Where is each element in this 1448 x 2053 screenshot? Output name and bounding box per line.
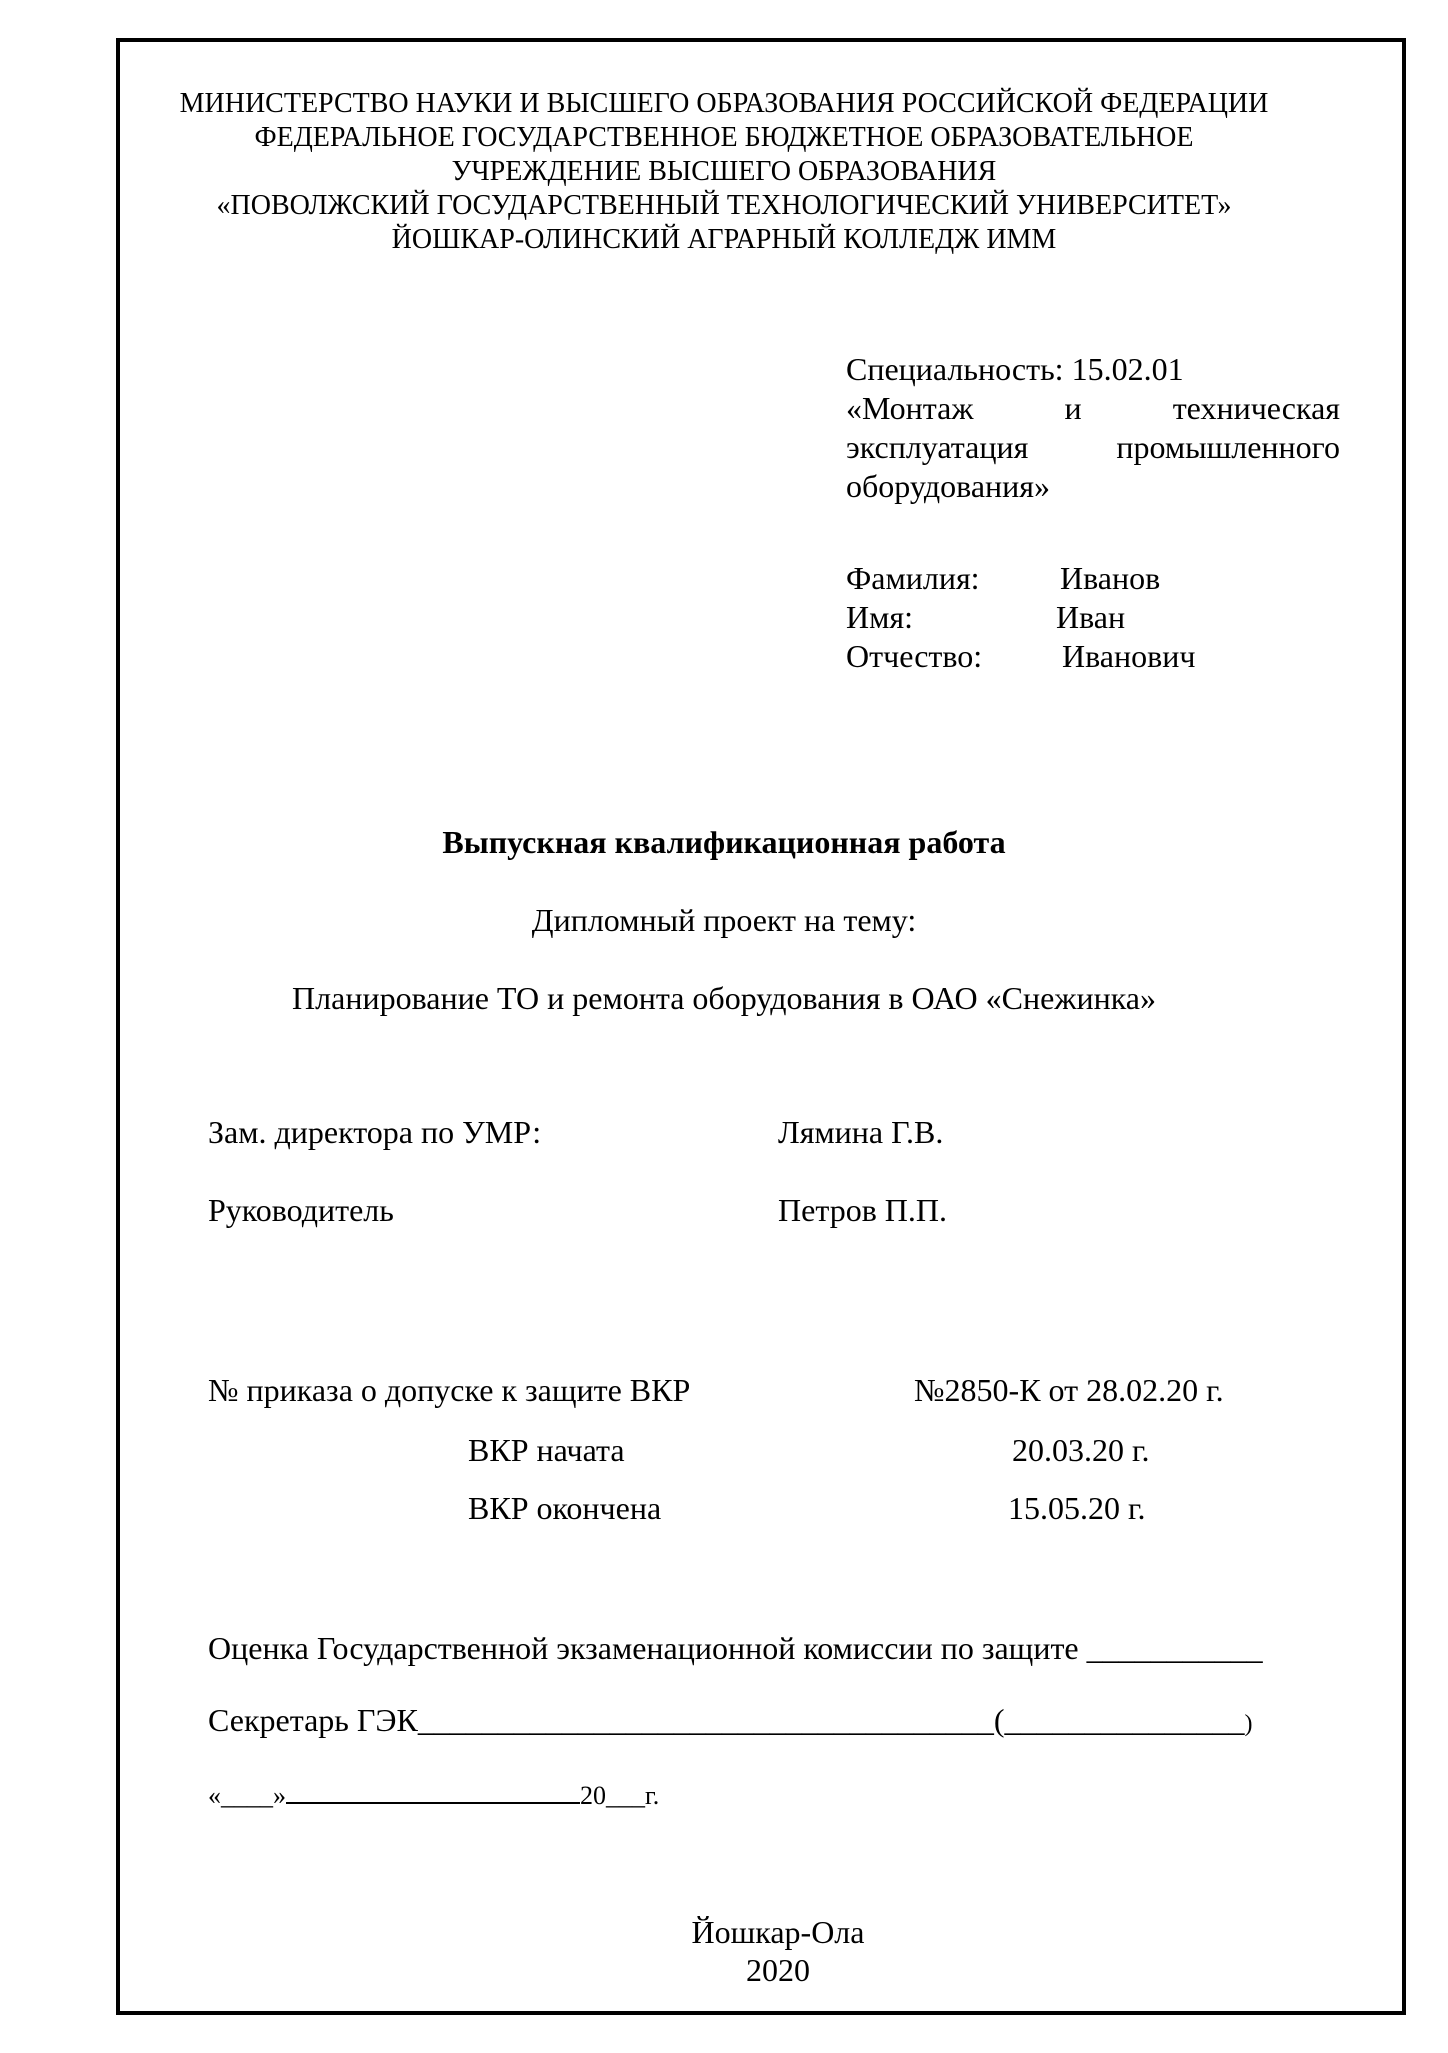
- header-line-ministry: МИНИСТЕРСТВО НАУКИ И ВЫСШЕГО ОБРАЗОВАНИЯ РОССИЙСКОЙ ФЕДЕРАЦИИ: [179, 88, 1269, 119]
- secretary-signature-blank[interactable]: ____________________________________: [417, 1702, 994, 1738]
- specialty-word: и: [1064, 390, 1082, 426]
- header-line-college: ЙОШКАР-ОЛИНСКИЙ АГРАРНЫЙ КОЛЛЕДЖ ИММ: [391, 224, 1057, 255]
- deputy-label: Зам. директора по УМР:: [208, 1114, 542, 1150]
- date-year-suffix: г.: [645, 1781, 660, 1810]
- secretary-name-blank[interactable]: _______________: [1004, 1702, 1245, 1738]
- specialty-word: техническая: [1172, 390, 1340, 426]
- work-title: Выпускная квалификационная работа: [442, 824, 1006, 860]
- grade-blank[interactable]: ___________: [1086, 1630, 1263, 1666]
- date-row: [208, 1780, 659, 1809]
- footer-year: 2020: [746, 1952, 810, 1988]
- specialty-word: эксплуатация: [846, 429, 1029, 465]
- specialty-line-4: оборудования»: [846, 468, 1050, 504]
- specialty-line-2: [846, 389, 1340, 428]
- order-value: №2850-К от 28.02.20 г.: [914, 1372, 1224, 1408]
- supervisor-name: Петров П.П.: [778, 1192, 948, 1228]
- patronymic-label: Отчество:: [846, 638, 983, 674]
- surname-value: Иванов: [1060, 560, 1161, 596]
- secretary-row: [208, 1704, 1252, 1736]
- specialty-line-3: [846, 428, 1340, 467]
- date-day-blank[interactable]: ____: [221, 1781, 273, 1810]
- specialty-block: [846, 350, 1340, 506]
- finished-value: 15.05.20 г.: [1008, 1490, 1146, 1526]
- specialty-code: Специальность: 15.02.01: [846, 351, 1184, 387]
- name-label: Имя:: [846, 599, 913, 635]
- date-quote-close: »: [273, 1781, 286, 1810]
- order-label: № приказа о допуске к защите ВКР: [208, 1372, 691, 1408]
- work-topic: Планирование ТО и ремонта оборудования в ОАО «Снежинка»: [292, 980, 1156, 1016]
- header-line-institution: УЧРЕЖДЕНИЕ ВЫСШЕГО ОБРАЗОВАНИЯ: [451, 156, 997, 187]
- specialty-word: промышленного: [1116, 429, 1340, 465]
- work-subtitle: Дипломный проект на тему:: [531, 902, 917, 938]
- grade-row: [208, 1632, 1263, 1664]
- date-year-blank[interactable]: ___: [606, 1781, 645, 1810]
- specialty-word: «Монтаж: [846, 390, 974, 426]
- started-value: 20.03.20 г.: [1012, 1432, 1150, 1468]
- supervisor-label: Руководитель: [208, 1192, 394, 1228]
- date-month-blank[interactable]: [286, 1780, 580, 1804]
- grade-label: Оценка Государственной экзаменационной комиссии по защите: [208, 1630, 1079, 1666]
- footer-city: Йошкар-Ола: [691, 1914, 865, 1950]
- patronymic-value: Иванович: [1062, 638, 1196, 674]
- header-line-university: «ПОВОЛЖСКИЙ ГОСУДАРСТВЕННЫЙ ТЕХНОЛОГИЧЕСКИЙ УНИВЕРСИТЕТ»: [216, 190, 1232, 221]
- name-value: Иван: [1056, 599, 1126, 635]
- secretary-paren-open: (: [993, 1702, 1005, 1738]
- date-year-prefix: 20: [580, 1781, 606, 1810]
- started-label: ВКР начата: [468, 1432, 625, 1468]
- deputy-name: Лямина Г.В.: [778, 1114, 944, 1150]
- surname-label: Фамилия:: [846, 560, 980, 596]
- finished-label: ВКР окончена: [468, 1490, 662, 1526]
- secretary-paren-close: ): [1244, 1711, 1253, 1737]
- date-quote-open: «: [208, 1781, 221, 1810]
- header-line-federal: ФЕДЕРАЛЬНОЕ ГОСУДАРСТВЕННОЕ БЮДЖЕТНОЕ ОБРАЗОВАТЕЛЬНОЕ: [254, 122, 1194, 153]
- secretary-label: Секретарь ГЭК: [208, 1702, 418, 1738]
